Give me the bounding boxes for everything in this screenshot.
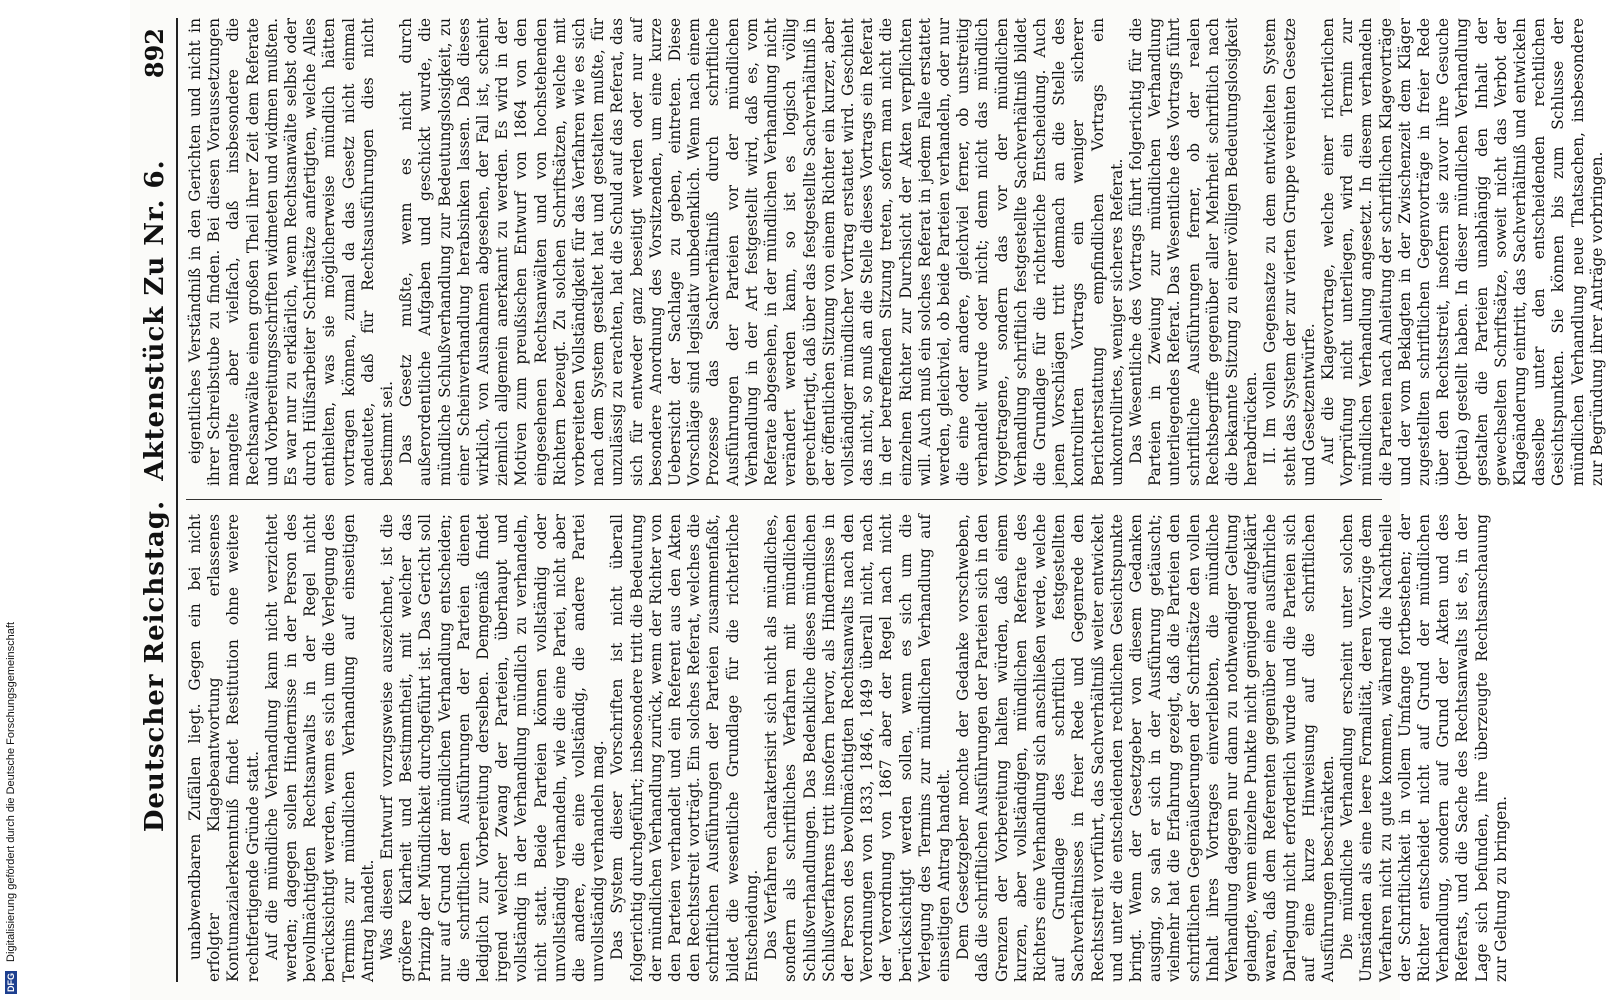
journal-title: Deutscher Reichstag. <box>140 500 170 833</box>
text-column-right <box>186 18 1606 486</box>
paragraph: Was diesen Entwurf vorzugsweise auszeichnet, ist die größere Klarheit und Bestimmtheit, mit welcher das Prinzip der Mündlichkeit durchgeführt ist. Das Gericht soll nur auf Grund der mündlichen Verhandlung entscheiden; die schriftlichen Ausführungen der Parteien dienen lediglich zur Vorbereitung derselben. Demgemäß findet irgend welcher Zwang der Parteien, überhaupt und vollständig in der Verhandlung mündlich zu verhandeln, nicht statt. Beide Parteien können vollständig oder unvollständig verhandeln, wie die eine Partei, nicht aber die andere, die eine vollständig, die andere Partei unvollständig verhandeln mag. <box>378 514 608 982</box>
paragraph: eigentliches Verständniß in den Gerichten und nicht in ihrer Schreibstube zu finden. Bei diesen Voraussetzungen mangelte aber vielfach, daß insbesondere die Rechtsanwälte einen großen Theil ihrer Zeit dem Referate und Vorbereitungsschriften widmeten und widmen mußten. Es war nur zu erklärlich, wenn Rechtsanwälte selbst oder durch Hülfsarbeiter Schriftsätze anfertigten, welche Alles enthielten, was sie möglicherweise mündlich hätten vortragen können, zumal da das Gesetz nicht einmal andeutete, daß für Rechtsausführungen dies nicht bestimmt sei. <box>186 18 397 486</box>
scan-credit-strip <box>4 0 18 1000</box>
scan-credit-text-wrapper <box>4 14 18 994</box>
scan-credit-text: Digitalisierung gefördert durch die Deutsche Forschungsgemeinschaft <box>5 621 17 962</box>
header-rule <box>176 18 178 982</box>
paragraph: Auf die mündliche Verhandlung kann nicht verzichtet werden; dagegen sollen Hindernisse in der Person des bevollmächtigten Rechtsanwalts in der Regel nicht berücksichtigt werden, wenn es sich um die Verlegung des Termins zur mündlichen Verhandlung auf einseitigen Antrag handelt. <box>262 514 377 982</box>
paragraph: Das Wesentliche des Vortrags führt folgerichtig für die Parteien in Zweiung zur mündlichen Verhandlung unterliegendes Referat. Das Wesentliche des Vortrags führt schriftliche Ausführungen ferner, ob der realen Rechtsbegriffe gegenüber aller Mehrheit schriftlich nach die bekannte Sitzung zu einer völligen Bedeutungslosigkeit herabdrücken. <box>1126 18 1261 486</box>
dfg-logo: DFG <box>6 973 17 992</box>
paragraph: Die mündliche Verhandlung erscheint unter solchen Umständen als eine leere Formalität, deren Vorzüge dem Verfahren nicht zu gute kommen, während die Nachtheile der Schriftlichkeit in vollem Umfange fortbestehen; der Richter entscheidet nicht auf Grund der mündlichen Verhandlung, sondern auf Grund der Akten und des Referats, und die Sache des Rechtsanwalts ist es, in der Lage sich befunden, ihre überzeugte Rechtsanschauung zur Geltung zu bringen. <box>1338 514 1510 982</box>
paragraph: II. Im vollen Gegensatze zu dem entwickelten System steht das System der zur vierten Gruppe vereinten Gesetze und Gesetzentwürfe. <box>1261 18 1318 486</box>
paragraph: Das Verfahren charakterisirt sich nicht als mündliches, sondern als schriftliches Verfahren mit mündlichen Schlußverhandlungen. Das Bedenkliche dieses mündlichen Schlußverfahrens tritt insofern hervor, als Hindernisse in der Person des bevollmächtigten Rechtsanwalts nach den Verordnungen von 1833, 1846, 1849 überall nicht, nach der Verordnung von 1867 aber der Regel nach nicht berücksichtigt werden sollen, wenn es sich um die Verlegung des Termins zur mündlichen Verhandlung auf einseitigen Antrag handelt. <box>762 514 953 982</box>
paragraph: unabwendbaren Zufällen liegt. Gegen ein bei nicht erfolgter Klagebeantwortung erlassenes Kontumazialerkenntniß findet Restitution ohne weitere rechtfertigende Gründe statt. <box>186 514 262 982</box>
paragraph: Das Gesetz mußte, wenn es nicht durch außerordentliche Aufgaben und geschickt wurde, die mündliche Schlußverhandlung zur Bedeutungslosigkeit, zu einer Scheinverhandlung herabsinken lassen. Daß dieses wirklich, von Ausnahmen abgesehen, der Fall ist, scheint ziemlich allgemein anerkannt zu werden. Es wird in der Motiven zum preußischen Entwurf von 1864 von den eingesehenen Rechtsanwälten und von hochstehenden Richtern bezeugt. Zu solchen Schriftsätzen, welche mit vorbereiteten Vollständigkeit für das Verfahren wie es sich nach dem System gestaltet hat und gestalten mußte, für unzulässig zu erachten, hat die Schuld auf das Referat, das sich für entweder ganz beseitigt werden oder nur auf besondere Anordnung des Vorsitzenden, um eine kurze Uebersicht der Sachlage zu geben, eintreten. Diese Vorschläge sind legislativ unbedenklich. Wenn nach einem Prozesse das Sachverhältniß durch schriftliche Ausführungen der Parteien vor der mündlichen Verhandlung in der Art festgestellt wird, daß es, vom Referate abgesehen, in der mündlichen Verhandlung nicht verändert werden kann, so ist es logisch völlig gerechtfertigt, daß über das festgestellte Sachverhältniß in der öffentlichen Sitzung von einem Richter ein kurzer, aber vollständiger mündlicher Vortrag erstattet wird. Geschieht das nicht, so muß an die Stelle dieses Vortrags ein Referat in der betreffenden Sitzung treten, sofern man nicht die einzelnen Richter zur Durchsicht der Akten verpflichten will. Auch muß ein solches Referat in jedem Falle erstattet werden, gleichviel, ob beide Parteien verhandeln, oder nur die eine oder andere, gleichviel ferner, ob unstreitig verhandelt wurde oder nicht; denn nicht das mündlich Vorgetragene, sondern das vor der mündlichen Verhandlung schriftlich festgestellte Sachverhältniß bildet die Grundlage für die richterliche Entscheidung. Auch jenen Vorschlägen tritt demnach an die Stelle des kontrollirten Vortrags ein weniger sicherer Berichterstattung empfindlichen Vortrags ein unkontrollirtes, weniger sicheres Referat. <box>397 18 1126 486</box>
section-title: Aktenstück Zu Nr. 6. <box>140 159 170 481</box>
paragraph: Dem Gesetzgeber mochte der Gedanke vorschweben, daß die schriftlichen Ausführungen der Parteien sich in den Grenzen der Vorbereitung halten würden, daß einem kurzen, aber vollständigen, mündlichen Referate des Richters eine Verhandlung sich anschließen werde, welche auf Grundlage des schriftlich festgestellten Sachverhältnisses in freier Rede und Gegenrede den Rechtsstreit vorführt, das Sachverhältniß weiter entwickelt und unter die entscheidenden rechtlichen Gesichtspunkte bringt. Wenn der Gesetzgeber von diesem Gedanken ausging, so sah er sich in der Ausführung getäuscht; vielmehr hat die Erfahrung gezeigt, daß die Parteien den schriftlichen Gegenäußerungen der Schriftsätze den vollen Inhalt ihres Vortrages einverleibten, die mündliche Verhandlung dagegen nur dann zu nothwendiger Geltung gelangte, wenn einzelne Punkte nicht genügend aufgeklärt waren, daß dem Referenten gegenüber eine ausführliche Darlegung nicht erforderlich wurde und die Parteien sich auf eine kurze Hinweisung auf die schriftlichen Ausführungen beschränkten. <box>954 514 1337 982</box>
paragraph: Auf die Klagevortrage, welche einer richterlichen Vorprüfung nicht unterliegen, wird ein Termin zur mündlichen Verhandlung angesetzt. In diesem verhandeln die Parteien nach Anleitung der schriftlichen Klagevorträge und der vom Beklagten in der Zwischenzeit dem Kläger zugestellten schriftlichen Gegenvorträge in freier Rede über den Rechtsstreit, insofern sie zuvor ihre Gesuche (petita) gestellt haben. In dieser mündlichen Verhandlung gestalten die Parteien unabhängig den Inhalt der gewechselten Schriftsätze, soweit nicht das Verbot der Klageänderung eintritt, das Sachverhältniß und entwickeln dasselbe unter den entscheidenden rechtlichen Gesichtspunkten. Sie können bis zum Schlusse der mündlichen Verhandlung neue Thatsachen, insbesondere zur Begründung ihrer Anträge vorbringen. <box>1318 18 1606 486</box>
page-header <box>138 18 172 982</box>
scanned-page <box>130 0 1606 1000</box>
paragraph: Das System dieser Vorschriften ist nicht überall folgerichtig durchgeführt; insbesondere tritt die Bedeutung der mündlichen Verhandlung zurück, wenn der Richter von den Parteien verhandelt und ein Referent aus den Akten den Rechtsstreit vorträgt. Ein solches Referat, welches die schriftlichen Ausführungen der Parteien zusammenfaßt, bildet die wesentliche Grundlage für die richterliche Entscheidung. <box>608 513 761 982</box>
page-number: 892 <box>140 28 169 79</box>
text-column-left <box>186 513 1510 982</box>
column-divider <box>186 499 1382 500</box>
